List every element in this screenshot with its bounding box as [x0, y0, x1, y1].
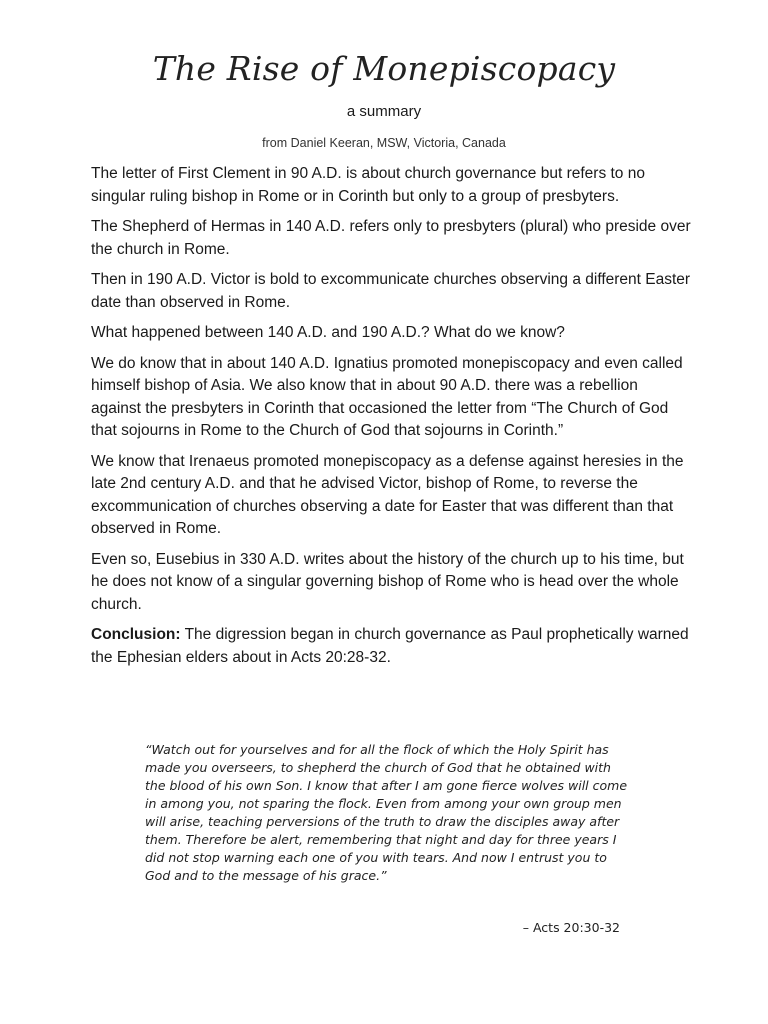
document-body	[91, 163, 691, 677]
quote-text: “Watch out for yourselves and for all the flock of which the Holy Spirit has made you overseers, to shepherd the church of God that he obtained with the blood of his own Son. I know that after I am gone fierce wolves will come in among you, not sparing the flock. Even from among your own group men will arise, teaching perversions of the truth to draw the disciples away after them. Therefore be alert, remembering that night and day for three years I did not stop warning each one of you with tears. And now I entrust you to God and to the message of his grace.”	[145, 742, 628, 883]
conclusion-text: The digression began in church governance as Paul prophetically warned the Ephesian elders about in Acts 20:28-32.	[91, 626, 689, 666]
conclusion-label: Conclusion:	[91, 626, 181, 643]
quote-citation: – Acts 20:30-32	[522, 920, 620, 935]
document-title: The Rise of Monepiscopacy	[152, 49, 616, 88]
paragraph-ignatius: We do know that in about 140 A.D. Ignatius promoted monepiscopacy and even called himself bishop of Asia. We also know that in about 90 A.D. there was a rebellion against the presbyters in Corinth that occasioned the letter from “The Church of God that sojourns in Rome to the Church of God that sojourns in Corinth.”	[91, 354, 683, 439]
author-byline: from Daniel Keeran, MSW, Victoria, Canada	[262, 136, 506, 150]
document-subtitle: a summary	[346, 103, 422, 120]
paragraph-irenaeus: We know that Irenaeus promoted monepiscopacy as a defense against heresies in the late 2nd century A.D. and that he advised Victor, bishop of Rome, to reverse the excommunication of churches observing a date for Easter that was different than that observed in Rome.	[91, 452, 684, 537]
paragraph-question: What happened between 140 A.D. and 190 A.D.? What do we know?	[91, 324, 565, 341]
paragraph-victor: Then in 190 A.D. Victor is bold to excommunicate churches observing a different Easter date than observed in Rome.	[91, 271, 691, 311]
paragraph-conclusion	[91, 624, 691, 669]
paragraph-eusebius: Even so, Eusebius in 330 A.D. writes about the history of the church up to his time, but he does not know of a singular governing bishop of Rome who is head over the whole church.	[91, 550, 684, 613]
paragraph-first-clement: The letter of First Clement in 90 A.D. is about church governance but refers to no singular ruling bishop in Rome or in Corinth but only to a group of presbyters.	[91, 165, 645, 205]
scripture-quote	[145, 741, 633, 885]
paragraph-shepherd-of-hermas: The Shepherd of Hermas in 140 A.D. refers only to presbyters (plural) who preside over the church in Rome.	[91, 218, 691, 258]
